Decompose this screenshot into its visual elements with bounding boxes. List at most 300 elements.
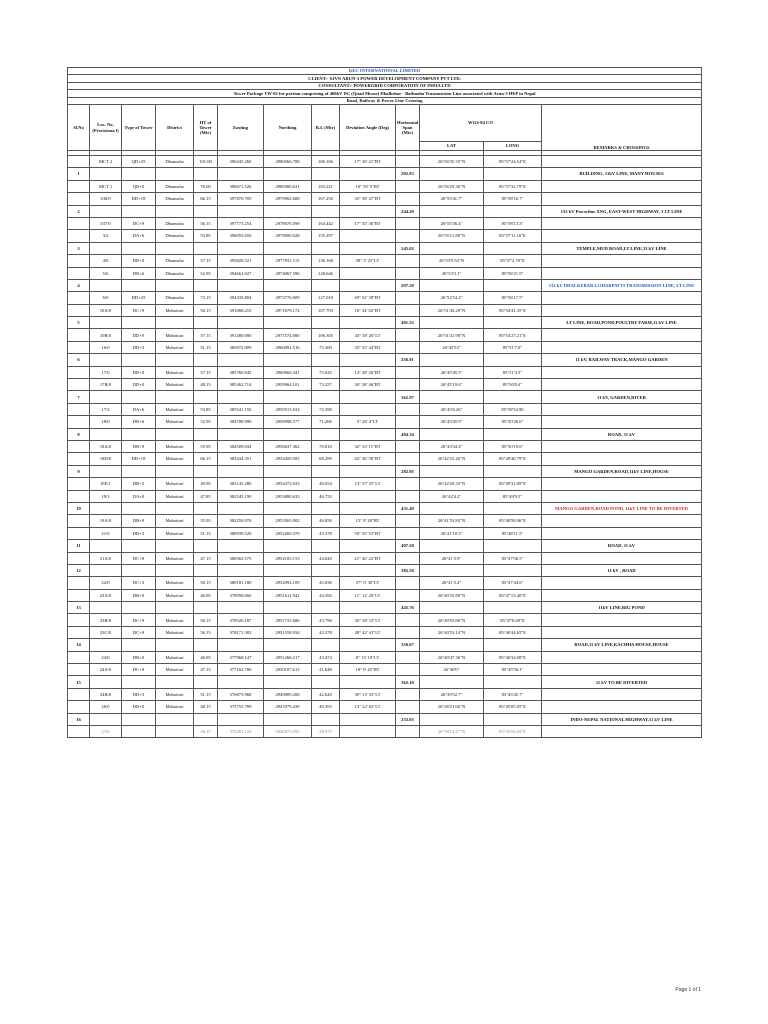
ht-cell: 47.15: [194, 664, 218, 676]
location-row: [68, 292, 702, 304]
ht-cell: 56.15: [194, 304, 218, 316]
easting-cell: 385872.909: [218, 341, 264, 353]
type-cell: DB+6: [122, 267, 156, 279]
empty-cell: [156, 317, 194, 329]
empty-cell: [122, 540, 156, 552]
empty-cell: [542, 267, 702, 279]
ht-cell: 48.15: [194, 701, 218, 713]
type-cell: DA+6: [122, 403, 156, 415]
district-cell: Mahottari: [156, 651, 194, 663]
empty-cell: [68, 701, 90, 713]
empty-cell: [542, 440, 702, 452]
empty-cell: [194, 502, 218, 514]
rl-cell: 75.300: [312, 341, 340, 353]
empty-cell: [68, 341, 90, 353]
lat-cell: 26°53'9.54"N: [420, 255, 484, 267]
type-cell: DC+9: [122, 217, 156, 229]
span-row: [68, 279, 702, 291]
rl-cell: 155.297: [312, 230, 340, 242]
loc-cell: 17/0: [90, 366, 122, 378]
empty-cell: [396, 440, 420, 452]
empty-cell: [68, 626, 90, 638]
header-rl: R.L (Mtr): [312, 105, 340, 151]
long-cell: 85°57'24.54"E: [484, 156, 542, 168]
ht-cell: 101.00: [194, 156, 218, 168]
type-cell: DB+9: [122, 440, 156, 452]
empty-cell: [396, 255, 420, 267]
empty-cell: [312, 502, 340, 514]
loc-cell: 23B/0: [90, 614, 122, 626]
lat-cell: 26°41'10.5": [420, 527, 484, 539]
empty-cell: [340, 465, 396, 477]
empty-cell: [484, 428, 542, 440]
empty-cell: [68, 193, 90, 205]
lat-cell: 26°42'20.33"N: [420, 478, 484, 490]
ht-cell: 56.15: [194, 626, 218, 638]
sl-no-cell: 8: [68, 428, 90, 440]
rl-cell: 41.648: [312, 664, 340, 676]
type-cell: DD+3: [122, 688, 156, 700]
lat-cell: 26°42'4.2": [420, 490, 484, 502]
empty-cell: [218, 713, 264, 725]
long-cell: 85°54'41.35"E: [484, 304, 542, 316]
location-row: [68, 180, 702, 192]
long-cell: 85°48'11.5": [484, 527, 542, 539]
long-cell: 85°51'3.5": [484, 366, 542, 378]
lat-cell: 26°51'41.98"N: [420, 329, 484, 341]
empty-cell: [340, 168, 396, 180]
empty-cell: [156, 540, 194, 552]
lat-cell: 26°45'6.26": [420, 403, 484, 415]
empty-cell: [396, 267, 420, 279]
remarks-cell: ROAD,11 kV LINE,KACHHA HOUSE,HOUSE: [542, 639, 702, 651]
empty-cell: [312, 564, 340, 576]
empty-cell: [194, 713, 218, 725]
district-cell: Mahottari: [156, 379, 194, 391]
dev-cell: [340, 490, 396, 502]
empty-cell: [264, 713, 312, 725]
location-row: [68, 230, 702, 242]
empty-cell: [340, 676, 396, 688]
dev-cell: 49° 52' 39"RT: [340, 292, 396, 304]
header-northing: Northing: [264, 105, 312, 151]
empty-cell: [68, 725, 90, 737]
empty-cell: [218, 354, 264, 366]
loc-cell: 3/2: [90, 230, 122, 242]
crossing-table: [67, 67, 702, 738]
lat-cell: 26°40'35.80"N: [420, 589, 484, 601]
empty-cell: [194, 428, 218, 440]
empty-cell: [156, 279, 194, 291]
lat-cell: 26°43'45.9": [420, 416, 484, 428]
empty-cell: [542, 527, 702, 539]
empty-cell: [484, 168, 542, 180]
empty-cell: [484, 317, 542, 329]
empty-cell: [484, 564, 542, 576]
district-cell: Dhanusha: [156, 217, 194, 229]
empty-cell: [156, 205, 194, 217]
dev-cell: 50° 35' 53"RT: [340, 527, 396, 539]
empty-cell: [90, 317, 122, 329]
loc-cell: 19/1: [90, 490, 122, 502]
empty-cell: [340, 713, 396, 725]
long-cell: 85°45'04.05"E: [484, 725, 542, 737]
span-cell: 233.03: [396, 713, 420, 725]
long-cell: 85°50'0.4": [484, 379, 542, 391]
span-row: [68, 205, 702, 217]
empty-cell: [156, 564, 194, 576]
easting-cell: 380939.520: [218, 527, 264, 539]
long-cell: 85°49'40.79"E: [484, 453, 542, 465]
empty-cell: [396, 664, 420, 676]
empty-cell: [194, 205, 218, 217]
empty-cell: [396, 701, 420, 713]
location-row: [68, 416, 702, 428]
dev-cell: 13° 57' 55"LT: [340, 478, 396, 490]
empty-cell: [396, 230, 420, 242]
header-deviation: Deviation Angle (Deg): [340, 105, 396, 151]
easting-cell: 385462.714: [218, 379, 264, 391]
document-sheet: [67, 67, 701, 738]
long-cell: 85°47'44.6": [484, 577, 542, 589]
lat-cell: 26°45'45.5": [420, 366, 484, 378]
easting-cell: 391480.690: [218, 329, 264, 341]
long-cell: 85°45'56.1": [484, 664, 542, 676]
lat-cell: 26°51'45.29"N: [420, 304, 484, 316]
empty-cell: [542, 577, 702, 589]
sl-no-cell: 9: [68, 465, 90, 477]
rl-cell: 38.973: [312, 725, 340, 737]
empty-cell: [264, 242, 312, 254]
rl-cell: 42.620: [312, 688, 340, 700]
northing-cell: 2971679.172: [264, 304, 312, 316]
empty-cell: [122, 168, 156, 180]
northing-cell: 2954459.583: [264, 453, 312, 465]
empty-cell: [68, 329, 90, 341]
empty-cell: [194, 279, 218, 291]
dev-cell: 17° 16' 21"RT: [340, 156, 396, 168]
easting-cell: 377162.786: [218, 664, 264, 676]
loc-cell: 17/3: [90, 403, 122, 415]
empty-cell: [90, 242, 122, 254]
lat-cell: 26°38'14.27"N: [420, 725, 484, 737]
empty-cell: [264, 639, 312, 651]
empty-cell: [122, 279, 156, 291]
dev-cell: 58° 5' 23"LT: [340, 255, 396, 267]
empty-cell: [420, 540, 484, 552]
empty-cell: [312, 713, 340, 725]
district-cell: Mahottari: [156, 701, 194, 713]
empty-cell: [396, 626, 420, 638]
ht-cell: 76.00: [194, 180, 218, 192]
empty-cell: [312, 168, 340, 180]
type-cell: DD+3: [122, 341, 156, 353]
empty-cell: [420, 639, 484, 651]
ht-cell: 49.95: [194, 478, 218, 490]
span-cell: 292.83: [396, 168, 420, 180]
empty-cell: [542, 552, 702, 564]
remarks-cell: BUILDING, 11kV LINE, MANY HOUSES: [542, 168, 702, 180]
header-ht: HT of Tower (Mtr): [194, 105, 218, 151]
empty-cell: [396, 379, 420, 391]
empty-cell: [420, 354, 484, 366]
loc-cell: 24B/0: [90, 688, 122, 700]
district-cell: Dhanusha: [156, 193, 194, 205]
empty-cell: [396, 156, 420, 168]
span-row: [68, 317, 702, 329]
easting-cell: 394661.027: [218, 267, 264, 279]
span-cell: 362.97: [396, 391, 420, 403]
empty-cell: [484, 242, 542, 254]
sl-no-cell: 13: [68, 602, 90, 614]
type-cell: DD+18: [122, 193, 156, 205]
easting-cell: 394335.804: [218, 292, 264, 304]
empty-cell: [264, 279, 312, 291]
empty-cell: [122, 465, 156, 477]
empty-cell: [396, 453, 420, 465]
empty-cell: [264, 205, 312, 217]
empty-cell: [90, 205, 122, 217]
northing-cell: 2949089.206: [264, 688, 312, 700]
loc-cell: 23A/0: [90, 589, 122, 601]
empty-cell: [218, 391, 264, 403]
loc-cell: 5/6: [90, 267, 122, 279]
empty-cell: [340, 564, 396, 576]
ht-cell: 66.15: [194, 193, 218, 205]
rl-cell: 127.018: [312, 292, 340, 304]
empty-cell: [340, 391, 396, 403]
northing-cell: 2959515.633: [264, 403, 312, 415]
location-row: [68, 614, 702, 626]
empty-cell: [542, 453, 702, 465]
lat-cell: 26°40'55.86"N: [420, 614, 484, 626]
empty-cell: [542, 614, 702, 626]
long-cell: 85°51'7.6": [484, 341, 542, 353]
remarks-cell: 11 kV TO BE DIVERTED: [542, 676, 702, 688]
district-cell: Mahottari: [156, 304, 194, 316]
empty-cell: [396, 651, 420, 663]
northing-cell: 2980566.708: [264, 156, 312, 168]
empty-cell: [194, 564, 218, 576]
header-loc: Loc. No. (Provisiona l): [90, 105, 122, 151]
ht-cell: 47.85: [194, 490, 218, 502]
empty-cell: [122, 242, 156, 254]
district-cell: Mahottari: [156, 416, 194, 428]
empty-cell: [542, 304, 702, 316]
empty-cell: [194, 639, 218, 651]
empty-cell: [90, 602, 122, 614]
span-cell: 245.02: [396, 242, 420, 254]
empty-cell: [484, 639, 542, 651]
northing-cell: 2971574.080: [264, 329, 312, 341]
empty-cell: [90, 502, 122, 514]
ht-cell: 48.15: [194, 725, 218, 737]
northing-cell: 2946873.055: [264, 725, 312, 737]
empty-cell: [68, 589, 90, 601]
empty-cell: [218, 564, 264, 576]
empty-cell: [264, 317, 312, 329]
empty-cell: [90, 564, 122, 576]
type-cell: DC+9: [122, 304, 156, 316]
ht-cell: 52.95: [194, 267, 218, 279]
span-cell: 407.50: [396, 540, 420, 552]
span-row: [68, 242, 702, 254]
empty-cell: [420, 317, 484, 329]
lat-cell: 26°55'41.7": [420, 193, 484, 205]
empty-cell: [122, 317, 156, 329]
empty-cell: [68, 366, 90, 378]
dev-cell: 30° 28' 46"RT: [340, 379, 396, 391]
empty-cell: [264, 354, 312, 366]
empty-cell: [542, 688, 702, 700]
empty-cell: [542, 403, 702, 415]
span-cell: 297.59: [396, 279, 420, 291]
empty-cell: [420, 279, 484, 291]
lat-cell: 26°39'52.7": [420, 688, 484, 700]
empty-cell: [122, 428, 156, 440]
northing-cell: 2952260.370: [264, 527, 312, 539]
empty-cell: [420, 502, 484, 514]
empty-cell: [68, 304, 90, 316]
easting-cell: 382545.190: [218, 490, 264, 502]
empty-cell: [122, 713, 156, 725]
empty-cell: [264, 502, 312, 514]
ht-cell: 57.15: [194, 366, 218, 378]
easting-cell: 397773.254: [218, 217, 264, 229]
easting-cell: 383434.351: [218, 453, 264, 465]
empty-cell: [396, 515, 420, 527]
dev-cell: 21° 26' 22"RT: [340, 552, 396, 564]
location-row: [68, 577, 702, 589]
district-cell: Mahottari: [156, 626, 194, 638]
lat-cell: 26°40'0": [420, 664, 484, 676]
easting-cell: 383145.280: [218, 478, 264, 490]
long-cell: 85°48'58.96"E: [484, 515, 542, 527]
empty-cell: [542, 725, 702, 737]
span-cell: 382.50: [396, 564, 420, 576]
lat-cell: 26°43'34.4": [420, 440, 484, 452]
dev-cell: 18° 0' 45"RT: [340, 664, 396, 676]
empty-cell: [396, 180, 420, 192]
empty-cell: [312, 676, 340, 688]
loc-cell: 26/0: [90, 701, 122, 713]
easting-cell: 376873.968: [218, 688, 264, 700]
long-cell: 85°46'44.65"E: [484, 626, 542, 638]
empty-cell: [68, 180, 90, 192]
loc-cell: 19A/0: [90, 515, 122, 527]
empty-cell: [68, 156, 90, 168]
lat-cell: 26°55'36.4": [420, 217, 484, 229]
location-row: [68, 267, 702, 279]
easting-cell: 378171.302: [218, 626, 264, 638]
northing-cell: 2952094.109: [264, 577, 312, 589]
long-cell: 85°57'2.70"E: [484, 255, 542, 267]
empty-cell: [484, 279, 542, 291]
dev-cell: [340, 725, 396, 737]
loc-cell: 337/0: [90, 217, 122, 229]
empty-cell: [484, 540, 542, 552]
empty-cell: [312, 602, 340, 614]
loc-cell: 18A/0: [90, 440, 122, 452]
span-row: [68, 354, 702, 366]
sl-no-cell: 11: [68, 540, 90, 552]
long-cell: 85°47'56.5": [484, 552, 542, 564]
long-cell: 85°50'26.6": [484, 416, 542, 428]
lat-cell: 26°52'54.2": [420, 292, 484, 304]
rl-cell: 107.793: [312, 304, 340, 316]
type-cell: DC+0: [122, 552, 156, 564]
loc-cell: 10A/0: [90, 304, 122, 316]
page-footer: Page 1 of 1: [675, 987, 701, 993]
dev-cell: 28° 42' 41"LT: [340, 626, 396, 638]
empty-cell: [396, 341, 420, 353]
empty-cell: [340, 428, 396, 440]
empty-cell: [90, 428, 122, 440]
long-cell: 85°45'45.7": [484, 688, 542, 700]
lat-cell: 26°53'3.1": [420, 267, 484, 279]
rl-cell: 48.054: [312, 478, 340, 490]
dev-cell: 16° 34' 02"RT: [340, 304, 396, 316]
rl-cell: 45.378: [312, 527, 340, 539]
empty-cell: [396, 527, 420, 539]
empty-cell: [194, 676, 218, 688]
empty-cell: [312, 639, 340, 651]
sl-no-cell: 5: [68, 317, 90, 329]
sl-no-cell: 3: [68, 242, 90, 254]
empty-cell: [264, 676, 312, 688]
rl-cell: 40.393: [312, 701, 340, 713]
span-row: [68, 465, 702, 477]
easting-cell: 395820.521: [218, 255, 264, 267]
empty-cell: [396, 614, 420, 626]
empty-cell: [542, 651, 702, 663]
type-cell: DC+9: [122, 626, 156, 638]
empty-cell: [312, 317, 340, 329]
empty-cell: [156, 168, 194, 180]
location-row: [68, 725, 702, 737]
lat-cell: 26°56'35.35"N: [420, 156, 484, 168]
district-cell: Mahottari: [156, 440, 194, 452]
empty-cell: [156, 502, 194, 514]
empty-cell: [542, 379, 702, 391]
rl-cell: 68.299: [312, 453, 340, 465]
empty-cell: [396, 366, 420, 378]
empty-cell: [264, 168, 312, 180]
loc-cell: 18E/1: [90, 478, 122, 490]
empty-cell: [90, 168, 122, 180]
empty-cell: [484, 205, 542, 217]
rl-cell: 44.582: [312, 589, 340, 601]
district-cell: Mahottari: [156, 688, 194, 700]
long-cell: 85°57'11.16"E: [484, 230, 542, 242]
empty-cell: [218, 502, 264, 514]
long-cell: 85°47'13.40"E: [484, 589, 542, 601]
dev-cell: 17° 53' 36"RT: [340, 217, 396, 229]
rl-cell: 136.168: [312, 255, 340, 267]
empty-cell: [68, 614, 90, 626]
empty-cell: [542, 193, 702, 205]
location-row: [68, 490, 702, 502]
type-cell: [122, 725, 156, 737]
location-row: [68, 651, 702, 663]
lat-cell: 26°41'3.9": [420, 552, 484, 564]
location-row: [68, 156, 702, 168]
rl-cell: 72.398: [312, 403, 340, 415]
empty-cell: [218, 602, 264, 614]
loc-cell: 23C/0: [90, 626, 122, 638]
empty-cell: [218, 428, 264, 440]
remarks-cell: MANGO GARDEN,ROAD,11kV LINE,HOUSE: [542, 465, 702, 477]
